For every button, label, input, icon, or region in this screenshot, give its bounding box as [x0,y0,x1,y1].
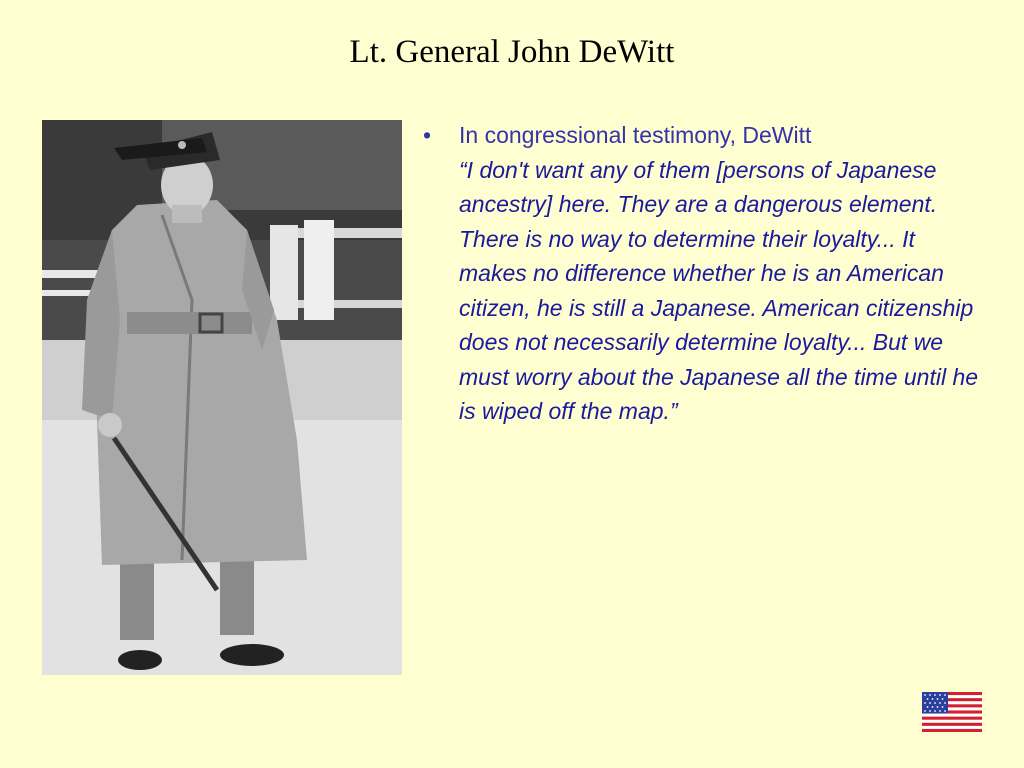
portrait-photo-icon [42,120,402,675]
page-title: Lt. General John DeWitt [349,34,675,70]
us-flag-icon [922,692,982,732]
bullet-item [423,118,983,429]
quote-bullet-block [423,118,983,429]
dewitt-quote: “I don't want any of them [persons of Japanese ancestry] here. They are a dangerous element. There is no way to determine their loyalty... It makes no difference whether he is an American citizen, he is still a Japanese. American citizenship does not necessarily determine loyalty... But we must worry about the Japanese all the time until he is wiped off the map.” [459,156,979,424]
bullet-marker: • [423,122,432,148]
bullet-lead-text: In congressional testimony, DeWitt [459,122,812,148]
portrait-photo [42,120,402,675]
